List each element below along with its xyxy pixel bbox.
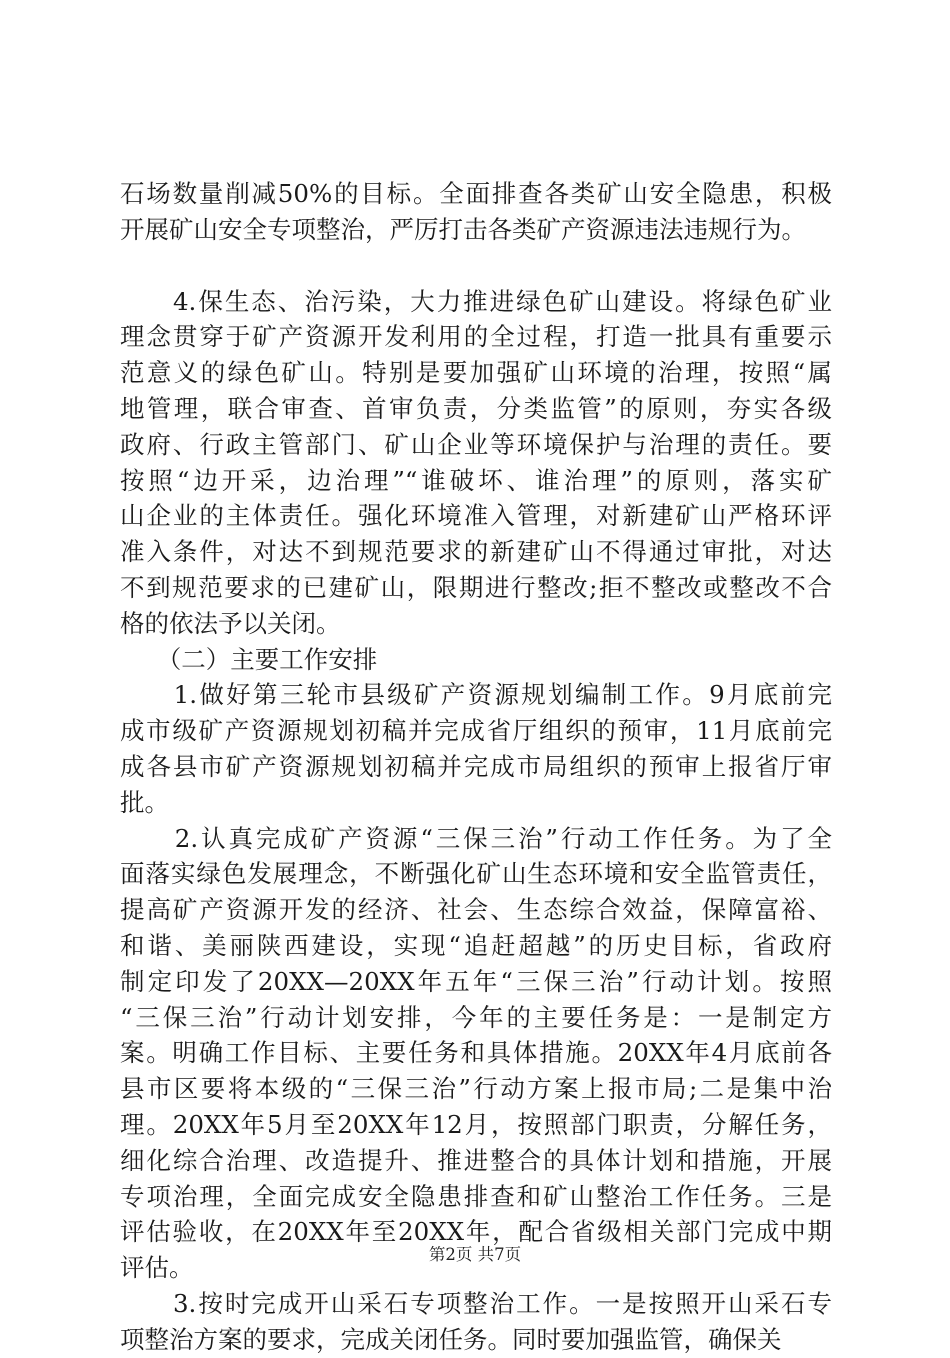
paragraph <box>120 677 832 820</box>
text-line: 评估。 <box>120 1253 194 1283</box>
text-line: 开展矿山安全专项整治，严厉打击各类矿产资源违法违规行为。 <box>120 214 806 244</box>
text-line: 县市区要将本级的“三保三治”行动方案上报市局;二是集中治 <box>120 1074 832 1104</box>
paragraph <box>120 821 832 1286</box>
text-line: 评估验收，在20XX年至20XX年，配合省级相关部门完成中期 <box>120 1217 832 1247</box>
text-line: 格的依法予以关闭。 <box>120 608 341 638</box>
paragraph <box>120 284 832 642</box>
text-line: 案。明确工作目标、主要任务和具体措施。20XX年4月底前各 <box>120 1038 832 1068</box>
text-line: 准入条件，对达不到规范要求的新建矿山不得通过审批，对达 <box>120 537 832 567</box>
text-line: （二）主要工作安排 <box>120 644 378 674</box>
text-line: 1.做好第三轮市县级矿产资源规划编制工作。9月底前完 <box>120 680 832 710</box>
text-line: 和谐、美丽陕西建设，实现“追赶超越”的历史目标，省政府 <box>120 930 832 960</box>
text-line: 3.按时完成开山采石专项整治工作。一是按照开山采石专 <box>120 1288 832 1318</box>
paragraph-gap <box>120 248 832 284</box>
text-line: 理。20XX年5月至20XX年12月，按照部门职责，分解任务， <box>120 1109 832 1139</box>
text-line: 理念贯穿于矿产资源开发利用的全过程，打造一批具有重要示 <box>120 322 832 352</box>
text-line: 细化综合治理、改造提升、推进整合的具体计划和措施，开展 <box>120 1145 832 1175</box>
text-line: 地管理，联合审查、首审负责，分类监管”的原则，夯实各级 <box>120 393 832 423</box>
text-line: 政府、行政主管部门、矿山企业等环境保护与治理的责任。要 <box>120 429 832 459</box>
text-line: 山企业的主体责任。强化环境准入管理，对新建矿山严格环评 <box>120 501 832 531</box>
paragraph <box>120 176 832 248</box>
text-line: 成各县市矿产资源规划初稿并完成市局组织的预审上报省厅审 <box>120 751 832 781</box>
text-line: 制定印发了20XX—20XX年五年“三保三治”行动计划。按照 <box>120 966 832 996</box>
text-line: 4.保生态、治污染，大力推进绿色矿山建设。将绿色矿业 <box>120 286 832 316</box>
text-line: 按照“边开采，边治理”“谁破坏、谁治理”的原则，落实矿 <box>120 465 832 495</box>
paragraph <box>120 1286 832 1358</box>
page-footer: 第2页 共7页 <box>428 1245 522 1264</box>
text-line: 成市级矿产资源规划初稿并完成省厅组织的预审，11月底前完 <box>120 716 832 746</box>
text-line: 专项治理，全面完成安全隐患排查和矿山整治工作任务。三是 <box>120 1181 832 1211</box>
text-line: 批。 <box>120 787 169 817</box>
text-line: 面落实绿色发展理念，不断强化矿山生态环境和安全监管责任， <box>120 859 832 889</box>
text-line: 提高矿产资源开发的经济、社会、生态综合效益，保障富裕、 <box>120 895 832 925</box>
text-line: 2.认真完成矿产资源“三保三治”行动工作任务。为了全 <box>120 823 832 853</box>
text-line: 范意义的绿色矿山。特别是要加强矿山环境的治理，按照“属 <box>120 358 832 388</box>
document-body <box>120 176 832 1358</box>
text-line: 不到规范要求的已建矿山，限期进行整改;拒不整改或整改不合 <box>120 572 832 602</box>
text-line: 项整治方案的要求，完成关闭任务。同时要加强监管，确保关 <box>120 1324 782 1354</box>
text-line: 石场数量削减50%的目标。全面排查各类矿山安全隐患，积极 <box>120 179 832 208</box>
text-line: “三保三治”行动计划安排，今年的主要任务是：一是制定方 <box>120 1002 832 1032</box>
section-heading <box>120 642 832 678</box>
